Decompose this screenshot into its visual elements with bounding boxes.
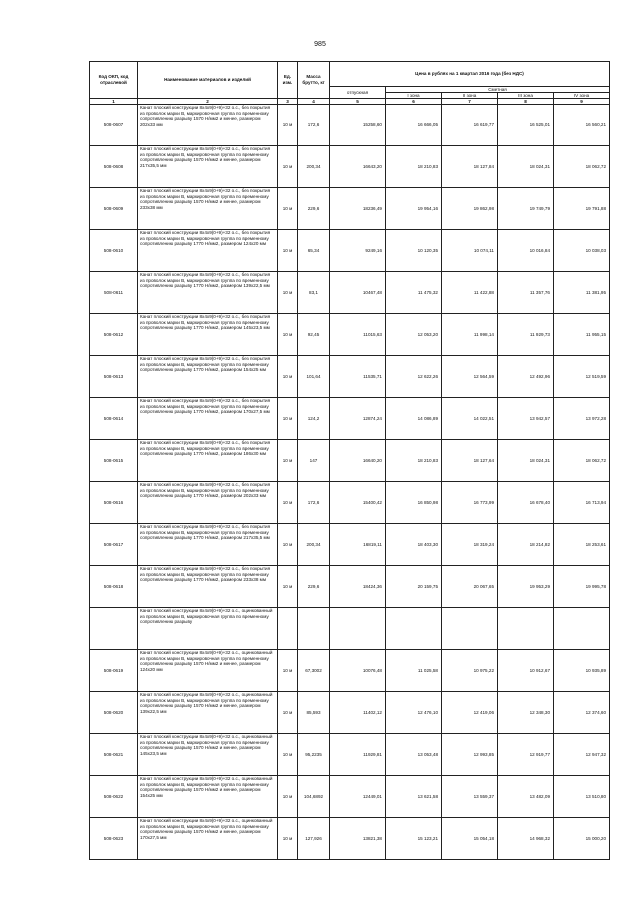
row-zone-4-price: 15 000,20 <box>554 818 610 860</box>
header-mass: Масса брутто, кг <box>298 62 330 99</box>
row-name: Канат плоский конструкции 8х4х9(0+9)+32 о.с., оцинкованный из проволок марки В, маркировочная группа по временному сопротивлению разрыву 1570 Н/мм2 и менее, размером 145х23,5 мм <box>138 734 278 776</box>
row-code: 508-0617 <box>90 524 138 566</box>
col-number: 5 <box>330 99 386 105</box>
row-zone-1-price: 12 476,10 <box>386 692 442 734</box>
row-name: Канат плоский конструкции 8х4х9(0+9)+32 о.с., без покрытия из проволок марки В, маркировочная группа по временному сопротивлению разрыву 1770 Н/мм2, размером 186х30 мм <box>138 440 278 482</box>
row-code: 508-0611 <box>90 272 138 314</box>
row-code: 508-0609 <box>90 188 138 230</box>
col-number: 9 <box>554 99 610 105</box>
row-name: Канат плоский конструкции 8х4х9(0+9)+32 о.с., без покрытия из проволок марки В, маркировочная группа по временному сопротивлению разрыву 1770 Н/мм2, размером 124х20 мм <box>138 230 278 272</box>
row-unit: 10 м <box>278 566 298 608</box>
row-code: 508-0614 <box>90 398 138 440</box>
row-mass: 67,3002 <box>298 650 330 692</box>
row-mass: 172,6 <box>298 105 330 146</box>
row-zone-4-price: 16 560,21 <box>554 105 610 146</box>
row-unit: 10 м <box>278 146 298 188</box>
row-zone-1-price: 10 120,35 <box>386 230 442 272</box>
row-unit: 10 м <box>278 776 298 818</box>
header-estimate: Сметная <box>386 87 610 93</box>
row-release-price: 11929,81 <box>330 734 386 776</box>
row-release-price: 9249,16 <box>330 230 386 272</box>
row-code: 508-0607 <box>90 105 138 146</box>
row-zone-4-price: 11 955,15 <box>554 314 610 356</box>
row-zone-3-price: 13 482,09 <box>498 776 554 818</box>
table-row <box>90 398 610 440</box>
row-mass: 229,6 <box>298 188 330 230</box>
row-zone-1-price: 18 210,83 <box>386 440 442 482</box>
col-number: 1 <box>90 99 138 105</box>
page-number: 985 <box>314 41 326 48</box>
row-zone-4-price: 16 713,94 <box>554 482 610 524</box>
row-zone-2-price: 13 559,37 <box>442 776 498 818</box>
row-zone-2-price: 18 127,64 <box>442 440 498 482</box>
row-zone-1-price: 16 850,98 <box>386 482 442 524</box>
row-zone-1-price: 16 666,05 <box>386 105 442 146</box>
row-zone-4-price: 13 972,28 <box>554 398 610 440</box>
row-zone-1-price: 11 025,58 <box>386 650 442 692</box>
row-zone-2-price <box>442 608 498 650</box>
row-zone-4-price: 12 374,60 <box>554 692 610 734</box>
row-zone-3-price: 13 942,57 <box>498 398 554 440</box>
row-mass: 65,34 <box>298 230 330 272</box>
row-code: 508-0623 <box>90 818 138 860</box>
row-release-price: 15400,42 <box>330 482 386 524</box>
row-zone-3-price: 16 525,01 <box>498 105 554 146</box>
row-zone-2-price: 15 054,18 <box>442 818 498 860</box>
header-zone-1: I зона <box>386 93 442 99</box>
row-mass: 200,34 <box>298 524 330 566</box>
row-mass: 147 <box>298 440 330 482</box>
row-release-price: 10467,48 <box>330 272 386 314</box>
row-release-price: 13821,38 <box>330 818 386 860</box>
table-row <box>90 734 610 776</box>
table-row <box>90 230 610 272</box>
row-zone-4-price: 18 062,72 <box>554 146 610 188</box>
row-name: Канат плоский конструкции 8х4х9(0+9)+32 о.с., оцинкованный из проволок марки В, маркировочная группа по временному сопротивлению разрыву <box>138 608 278 650</box>
row-zone-1-price: 11 475,32 <box>386 272 442 314</box>
row-zone-4-price: 12 947,32 <box>554 734 610 776</box>
row-zone-2-price: 12 564,59 <box>442 356 498 398</box>
row-release-price: 11402,12 <box>330 692 386 734</box>
row-zone-4-price: 13 510,80 <box>554 776 610 818</box>
col-number: 8 <box>498 99 554 105</box>
row-zone-3-price: 12 492,96 <box>498 356 554 398</box>
row-zone-4-price <box>554 608 610 650</box>
row-mass: 104,6892 <box>298 776 330 818</box>
row-name: Канат плоский конструкции 8х4х9(0+9)+32 о.с., без покрытия из проволок марки В, маркировочная группа по временному сопротивлению разрыву 1770 Н/мм2, размером 233х38 мм <box>138 566 278 608</box>
table-row <box>90 440 610 482</box>
row-unit: 10 м <box>278 440 298 482</box>
table-row <box>90 608 610 650</box>
table-row <box>90 272 610 314</box>
row-code: 508-0619 <box>90 650 138 692</box>
row-zone-1-price: 12 622,26 <box>386 356 442 398</box>
table-row <box>90 482 610 524</box>
row-unit: 10 м <box>278 272 298 314</box>
row-unit: 10 м <box>278 650 298 692</box>
row-zone-1-price: 12 053,20 <box>386 314 442 356</box>
row-mass <box>298 608 330 650</box>
row-release-price: 12874,24 <box>330 398 386 440</box>
row-release-price: 18424,36 <box>330 566 386 608</box>
row-zone-3-price: 12 919,77 <box>498 734 554 776</box>
row-code: 508-0615 <box>90 440 138 482</box>
row-mass: 124,2 <box>298 398 330 440</box>
row-code: 508-0612 <box>90 314 138 356</box>
row-zone-2-price: 11 998,14 <box>442 314 498 356</box>
row-name: Канат плоский конструкции 8х4х9(0+9)+32 о.с., без покрытия из проволок марки В, маркировочная группа по временному сопротивлению разрыву 1770 Н/мм2, размером 202х33 мм <box>138 482 278 524</box>
row-zone-3-price <box>498 608 554 650</box>
row-code: 508-0616 <box>90 482 138 524</box>
row-zone-2-price: 19 862,98 <box>442 188 498 230</box>
row-zone-2-price: 18 319,24 <box>442 524 498 566</box>
row-mass: 172,6 <box>298 482 330 524</box>
row-unit: 10 м <box>278 105 298 146</box>
row-name: Канат плоский конструкции 8х4х9(0+9)+32 о.с., оцинкованный из проволок марки В, маркировочная группа по временному сопротивлению разрыву 1570 Н/мм2 и менее, размером 154х25 мм <box>138 776 278 818</box>
row-zone-2-price: 10 975,22 <box>442 650 498 692</box>
row-zone-2-price: 16 619,77 <box>442 105 498 146</box>
row-release-price: 16640,20 <box>330 440 386 482</box>
row-zone-3-price: 18 024,31 <box>498 146 554 188</box>
row-name: Канат плоский конструкции 8х4х9(0+9)+32 о.с., без покрытия из проволок марки В, маркировочная группа по временному сопротивлению разрыву 1570 Н/мм2 и менее, размером 233х38 мм <box>138 188 278 230</box>
row-zone-3-price: 18 214,82 <box>498 524 554 566</box>
row-code: 508-0613 <box>90 356 138 398</box>
table-row <box>90 818 610 860</box>
row-code: 508-0622 <box>90 776 138 818</box>
row-release-price: 18236,49 <box>330 188 386 230</box>
row-zone-2-price: 20 067,65 <box>442 566 498 608</box>
row-name: Канат плоский конструкции 8х4х9(0+9)+32 о.с., оцинкованный из проволок марки В, маркировочная группа по временному сопротивлению разрыву 1570 Н/мм2 и менее, размером 139х22,5 мм <box>138 692 278 734</box>
row-mass: 229,6 <box>298 566 330 608</box>
row-zone-3-price: 12 348,30 <box>498 692 554 734</box>
row-name: Канат плоский конструкции 8х4х9(0+9)+32 о.с., оцинкованный из проволок марки В, маркировочная группа по временному сопротивлению разрыву 1570 Н/мм2 и менее, размером 170х27,5 мм <box>138 818 278 860</box>
col-number: 6 <box>386 99 442 105</box>
table-row <box>90 356 610 398</box>
row-zone-2-price: 12 419,06 <box>442 692 498 734</box>
row-zone-3-price: 19 953,29 <box>498 566 554 608</box>
row-zone-4-price: 11 381,95 <box>554 272 610 314</box>
row-zone-4-price: 18 062,72 <box>554 440 610 482</box>
col-number: 4 <box>298 99 330 105</box>
row-name: Канат плоский конструкции 8х4х9(0+9)+32 о.с., без покрытия из проволок марки В, маркировочная группа по временному сопротивлению разрыву 1770 Н/мм2, размером 145х23,5 мм <box>138 314 278 356</box>
table-row <box>90 566 610 608</box>
row-code: 508-0621 <box>90 734 138 776</box>
row-release-price: 16643,20 <box>330 146 386 188</box>
row-unit: 10 м <box>278 314 298 356</box>
row-zone-1-price: 18 403,30 <box>386 524 442 566</box>
row-zone-1-price: 13 621,58 <box>386 776 442 818</box>
row-name: Канат плоский конструкции 8х4х9(0+9)+32 о.с., без покрытия из проволок марки В, маркировочная группа по временному сопротивлению разрыву 1570 Н/мм2 и менее, размером 202х33 мм <box>138 105 278 146</box>
row-zone-1-price: 14 086,89 <box>386 398 442 440</box>
row-zone-2-price: 16 773,99 <box>442 482 498 524</box>
row-mass: 83,1 <box>298 272 330 314</box>
row-code: 508-0618 <box>90 566 138 608</box>
table-row <box>90 146 610 188</box>
header-name: Наименование материалов и изделий <box>138 62 278 99</box>
header-zone-4: IV зона <box>554 93 610 99</box>
row-name: Канат плоский конструкции 8х4х9(0+9)+32 о.с., без покрытия из проволок марки В, маркировочная группа по временному сопротивлению разрыву 1770 Н/мм2, размером 170х27,5 мм <box>138 398 278 440</box>
row-unit: 10 м <box>278 692 298 734</box>
row-zone-4-price: 18 253,61 <box>554 524 610 566</box>
row-zone-2-price: 10 074,11 <box>442 230 498 272</box>
row-name: Канат плоский конструкции 8х4х9(0+9)+32 о.с., без покрытия из проволок марки В, маркировочная группа по временному сопротивлению разрыву 1570 Н/мм2 и менее, размером 217х35,5 мм <box>138 146 278 188</box>
row-unit: 10 м <box>278 398 298 440</box>
row-zone-1-price: 15 123,21 <box>386 818 442 860</box>
row-zone-4-price: 12 519,59 <box>554 356 610 398</box>
header-price-title: Цена в рублях на 1 квартал 2016 года (без НДС) <box>330 62 610 87</box>
row-zone-1-price: 13 053,48 <box>386 734 442 776</box>
row-code <box>90 608 138 650</box>
header-code: Код ОКП, код отраслевой <box>90 62 138 99</box>
row-release-price: 10076,48 <box>330 650 386 692</box>
row-zone-2-price: 14 022,51 <box>442 398 498 440</box>
col-number: 7 <box>442 99 498 105</box>
row-release-price: 16819,11 <box>330 524 386 566</box>
header-unit: Ед. изм. <box>278 62 298 99</box>
table-body <box>90 105 610 860</box>
row-zone-4-price: 10 038,03 <box>554 230 610 272</box>
row-zone-4-price: 19 995,78 <box>554 566 610 608</box>
row-mass: 92,45 <box>298 314 330 356</box>
header-release: отпускная <box>330 87 386 99</box>
row-unit <box>278 608 298 650</box>
header-zone-2: II зона <box>442 93 498 99</box>
row-release-price: 11535,71 <box>330 356 386 398</box>
row-release-price: 12449,01 <box>330 776 386 818</box>
row-zone-1-price: 20 159,75 <box>386 566 442 608</box>
table-row <box>90 105 610 146</box>
row-zone-4-price: 19 791,88 <box>554 188 610 230</box>
table-row <box>90 314 610 356</box>
row-zone-1-price <box>386 608 442 650</box>
row-name: Канат плоский конструкции 8х4х9(0+9)+32 о.с., оцинкованный из проволок марки В, маркировочная группа по временному сопротивлению разрыву 1570 Н/мм2 и менее, размером 124х20 мм <box>138 650 278 692</box>
row-zone-3-price: 14 968,32 <box>498 818 554 860</box>
row-name: Канат плоский конструкции 8х4х9(0+9)+32 о.с., без покрытия из проволок марки В, маркировочная группа по временному сопротивлению разрыву 1770 Н/мм2, размером 139х22,5 мм <box>138 272 278 314</box>
row-zone-3-price: 11 929,73 <box>498 314 554 356</box>
row-zone-3-price: 19 749,79 <box>498 188 554 230</box>
row-mass: 200,34 <box>298 146 330 188</box>
row-code: 508-0610 <box>90 230 138 272</box>
row-code: 508-0608 <box>90 146 138 188</box>
row-zone-3-price: 10 016,84 <box>498 230 554 272</box>
row-unit: 10 м <box>278 188 298 230</box>
row-mass: 85,593 <box>298 692 330 734</box>
col-number: 3 <box>278 99 298 105</box>
row-zone-2-price: 18 127,84 <box>442 146 498 188</box>
row-code: 508-0620 <box>90 692 138 734</box>
table-row <box>90 776 610 818</box>
row-unit: 10 м <box>278 482 298 524</box>
row-mass: 95,2235 <box>298 734 330 776</box>
row-zone-2-price: 11 422,88 <box>442 272 498 314</box>
row-unit: 10 м <box>278 734 298 776</box>
row-zone-3-price: 11 357,76 <box>498 272 554 314</box>
row-zone-3-price: 18 024,31 <box>498 440 554 482</box>
row-release-price: 11015,63 <box>330 314 386 356</box>
table-row <box>90 524 610 566</box>
row-release-price <box>330 608 386 650</box>
row-release-price: 15258,60 <box>330 105 386 146</box>
row-zone-1-price: 18 210,83 <box>386 146 442 188</box>
row-mass: 101,64 <box>298 356 330 398</box>
row-unit: 10 м <box>278 356 298 398</box>
row-zone-2-price: 12 993,85 <box>442 734 498 776</box>
price-table <box>89 61 610 860</box>
table-row <box>90 692 610 734</box>
row-mass: 127,926 <box>298 818 330 860</box>
header-zone-3: III зона <box>498 93 554 99</box>
row-unit: 10 м <box>278 818 298 860</box>
row-zone-3-price: 10 912,67 <box>498 650 554 692</box>
table-row <box>90 188 610 230</box>
col-number: 2 <box>138 99 278 105</box>
row-zone-1-price: 19 954,16 <box>386 188 442 230</box>
row-unit: 10 м <box>278 230 298 272</box>
row-name: Канат плоский конструкции 8х4х9(0+9)+32 о.с., без покрытия из проволок марки В, маркировочная группа по временному сопротивлению разрыву 1770 Н/мм2, размером 154х25 мм <box>138 356 278 398</box>
row-unit: 10 м <box>278 524 298 566</box>
table-row <box>90 650 610 692</box>
row-name: Канат плоский конструкции 8х4х9(0+9)+32 о.с., без покрытия из проволок марки В, маркировочная группа по временному сопротивлению разрыву 1770 Н/мм2, размером 217х35,5 мм <box>138 524 278 566</box>
row-zone-3-price: 16 678,40 <box>498 482 554 524</box>
row-zone-4-price: 10 935,89 <box>554 650 610 692</box>
